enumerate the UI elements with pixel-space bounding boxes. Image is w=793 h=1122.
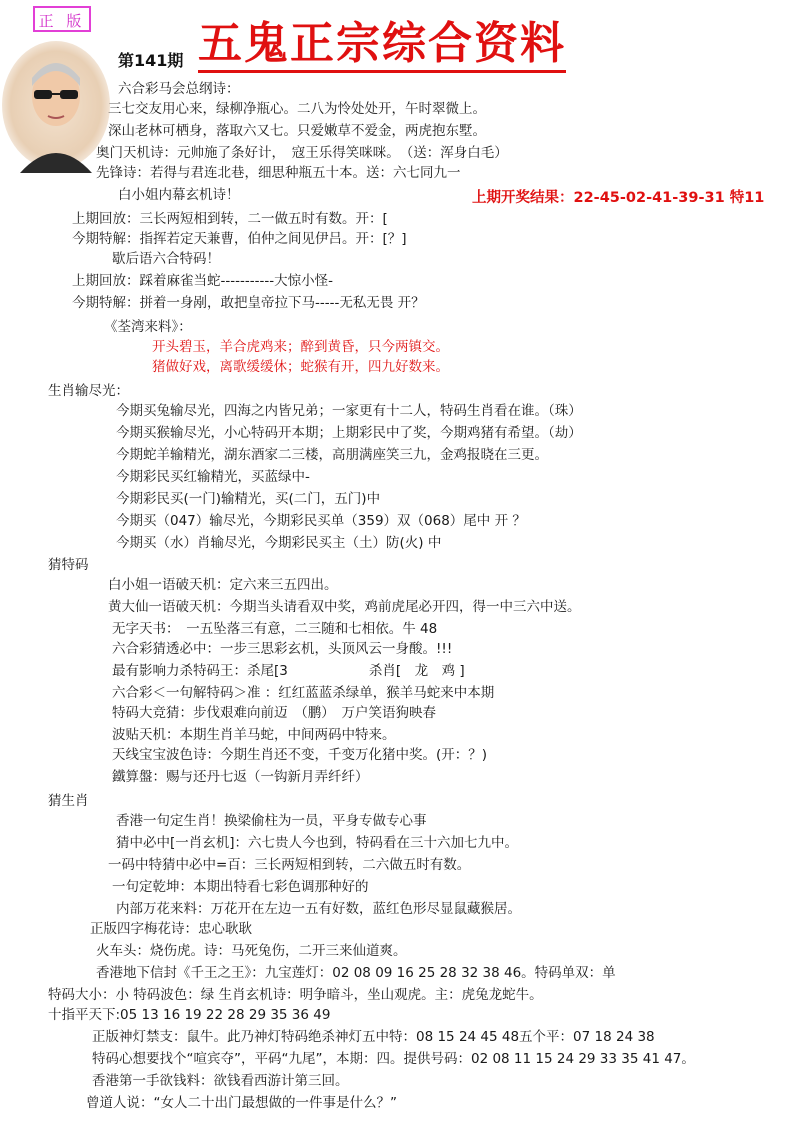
text-line: 今期买兔输尽光，四海之内皆兄弟；一家更有十二人，特码生肖看在谁。（珠） [116,403,582,419]
text-line: 开头碧玉，羊合虎鸡来；醉到黄昏，只今两镇交。 [152,339,449,355]
text-line: 波贴天机：本期生肖羊马蛇，中间两码中特来。 [112,727,396,743]
last-draw-result: 上期开奖结果：22-45-02-41-39-31 特11 [472,190,765,206]
text-line: 今期特解：拼着一身剐，敢把皇帝拉下马-----无私无畏 开？ [72,295,425,311]
text-line: 今期特解：指挥若定天兼曹，伯仲之间见伊吕。开：[？] [72,231,407,247]
text-line: 先锋诗：若得与君连北巷，细思种瓶五十本。送：六七同九一 [96,165,461,181]
text-line: 火车头：烧伤虎。诗：马死兔伤，二开三来仙道爽。 [96,943,407,959]
text-line: 今期彩民买红输精光，买蓝绿中- [116,469,310,485]
text-line: 香港一句定生肖！换梁偷柱为一员，平身专做专心事 [116,813,427,829]
section-heading: 生肖输尽光： [48,383,129,399]
text-line: 天线宝宝波色诗：今期生肖还不变，千变万化猪中奖。(开：？) [112,747,488,763]
text-line: 鐵算盤：赐与还丹七返（一钩新月弄纤纤） [112,769,369,785]
text-line: 白小姐一语破天机：定六来三五四出。 [108,577,338,593]
text-line: 今期彩民买(一门)输精光，买(二门，五门)中 [116,491,381,507]
text-line: 最有影响力杀特码王：杀尾[3 杀肖[ 龙 鸡 ] [112,663,465,679]
text-line: 香港地下信封《千王之王》：九宝莲灯：02 08 09 16 25 28 32 38 46。特码单双：单 [96,965,616,981]
text-line: 一码中特猜中必中=百：三长两短相到转，二六做五时有数。 [108,857,471,873]
text-line: 上期回放：三长两短相到转，二一做五时有数。开：[ [72,211,388,227]
text-line: 深山老林可栖身，落取六又七。只爱嫩草不爱金，两虎抱东墅。 [108,123,486,139]
text-line: 一句定乾坤：本期出特看七彩色调那种好的 [112,879,369,895]
section-heading: 猜特码 [48,557,89,573]
text-line: 特码大竞猜：步伐艰难向前迈 （鹏） 万户笑语狗映春 [112,705,436,721]
text-line: 内部万花来料：万花开在左边一五有好数，蓝红色形尽显鼠藏猴居。 [116,901,521,917]
text-line: 特码大小：小 特码波色：绿 生肖玄机诗：明争暗斗，坐山观虎。主：虎兔龙蛇牛。 [48,987,543,1003]
page-title: 五鬼正宗综合资料 [198,18,566,73]
text-line: 曾道人说：“女人二十出门最想做的一件事是什么？” [86,1095,397,1111]
text-line: 正版四字梅花诗：忠心耿耿 [90,921,252,937]
text-line: 今期买（水）肖输尽光，今期彩民买主（土）防(火) 中 [116,535,442,551]
text-line: 六合彩马会总纲诗： [118,81,240,97]
text-line: 《荃湾来料》： [104,319,192,335]
text-line: 香港第一手欲钱料：欲钱看西游计第三回。 [92,1073,349,1089]
issue-number: 第141期 [118,51,184,70]
text-line: 白小姐内幕玄机诗！ [118,187,240,203]
text-line: 十指平天下:05 13 16 19 22 28 29 35 36 49 [48,1007,331,1023]
text-line: 歇后语六合特码！ [112,251,220,267]
text-line: 六合彩猜透必中：一步三思彩玄机，头顶风云一身酸。!!! [112,641,453,657]
text-line: 今期买（047）输尽光，今期彩民买单（359）双（068）尾中 开 ？ [116,513,526,529]
text-line: 特码心想要找个“喧宾夺”，平码“九尾”，本期：四。提供号码：02 08 11 15 24 29 33 35 41 47。 [92,1051,695,1067]
text-line: 猜中必中[一肖玄机]：六七贵人今也到，特码看在三十六加七九中。 [116,835,519,851]
text-line: 三七交友用心来，绿柳净瓶心。二八为怜处处开，午时翠微上。 [108,101,486,117]
text-line: 上期回放：踩着麻雀当蛇-----------大惊小怪- [72,273,333,289]
text-line: 今期蛇羊输精光，湖东酒家二三楼，高朋满座笑三九，金鸡报晓在三更。 [116,447,548,463]
text-line: 无字天书： 一五坠落三有意，二三随和七相依。牛 48 [112,621,438,637]
text-line: 猪做好戏，离歌缓缓休；蛇猴有开，四九好数来。 [152,359,449,375]
text-line: 六合彩＜一句解特码＞准 ：红红蓝蓝杀绿单，猴羊马蛇来中本期 [112,685,495,701]
edition-badge: 正 版 [33,6,91,32]
text-line: 黄大仙一语破天机：今期当头请看双中奖，鸡前虎尾必开四，得一中三六中送。 [108,599,581,615]
text-line: 正版神灯禁支：鼠牛。此乃神灯特码绝杀神灯五中特：08 15 24 45 48五个平：07 18 24 38 [92,1029,655,1045]
text-line: 今期买猴输尽光，小心特码开本期；上期彩民中了奖，今期鸡猪有希望。（劫） [116,425,582,441]
section-heading: 猜生肖 [48,793,89,809]
text-line: 奥门天机诗：元帅施了条好计， 寇王乐得笑咪咪。 （送：浑身白毛） [96,145,508,161]
